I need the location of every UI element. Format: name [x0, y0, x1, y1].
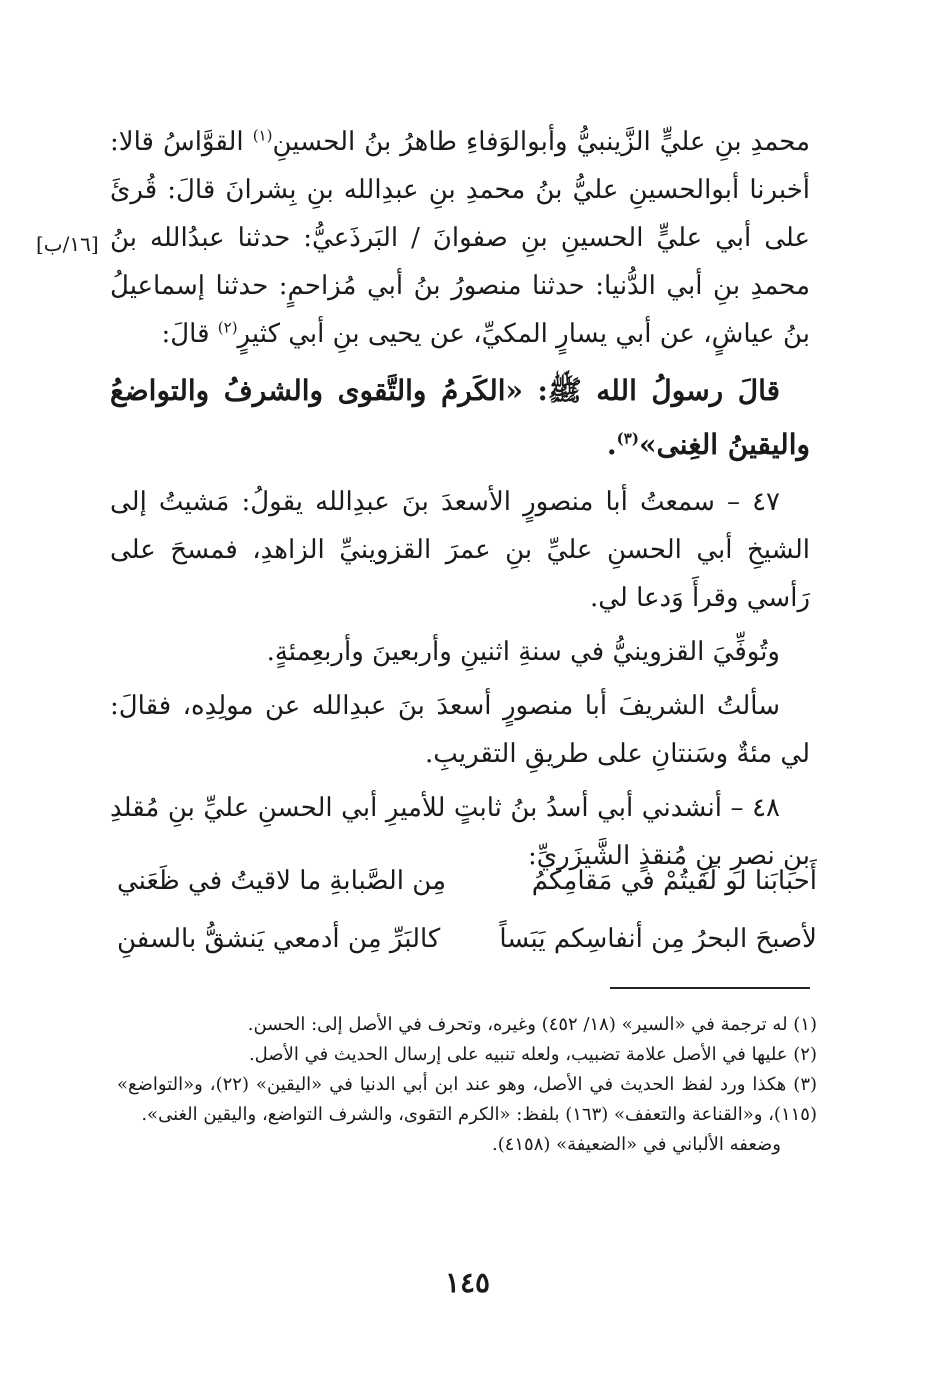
footnote-1: (١) له ترجمة في «السير» (١٨/ ٤٥٢) وغيره، وتحرف في الأصل إلى: الحسن.	[247, 1014, 817, 1035]
poem	[117, 852, 817, 968]
footnote-ref-2: (٢)	[217, 318, 238, 337]
poem-verse	[117, 852, 817, 910]
entry-47-birth-note: سألتُ الشريفَ أبا منصورٍ أسعدَ بنَ عبدِالله عن مولِدِه، فقالَ: لي مئةٌ وسَنتانِ على طريقِ التقريبِ.	[110, 691, 810, 769]
entry-48: ٤٨ – أنشدني أبي أسدُ بنُ ثابتٍ للأميرِ أبي الحسنِ عليِّ بنِ مُقلدِ بنِ نصرِ بنِ مُنقذٍ الشَّيزَريِّ:	[110, 793, 810, 871]
footnote-separator	[610, 987, 810, 989]
main-text	[110, 118, 810, 886]
footnotes	[117, 1010, 817, 1160]
verse-second-hemistich: مِن الصَّبابةِ ما لاقيتُ في ظَعَني	[117, 866, 447, 896]
isnad-paragraph	[110, 118, 810, 358]
hadith-body: قالَ رسولُ الله ﷺ: «الكَرمُ والتَّقوى والشرفُ والتواضعُ واليقينُ الغِنى»	[110, 374, 810, 461]
entry-47: ٤٧ – سمعتُ أبا منصورٍ الأسعدَ بنَ عبدِالله يقولُ: مَشيتُ إلى الشيخِ أبي الحسنِ عليِّ بنِ عمرَ القزوينيِّ الزاهدِ، فمسحَ على رَأسي وقرأَ وَدعا لي.	[110, 487, 810, 613]
isnad-text-part3: قالَ:	[161, 319, 218, 349]
hadith-text	[110, 364, 810, 472]
footnote-ref-1: (١)	[252, 126, 273, 145]
verse-second-hemistich: كالبَرِّ مِن أدمعي يَنشقُّ بالسفنِ	[117, 924, 441, 954]
manuscript-folio-note: [١٦/ب]	[36, 232, 99, 256]
isnad-text-part2: القوَّاسُ قالا: أخبرنا أبوالحسينِ عليُّ بنُ محمدِ بنِ عبدِالله بنِ بِشرانَ قالَ: قُرئَ على أبي عليٍّ الحسينِ بنِ صفوانَ / البَرذَعيُّ: حدثنا عبدُالله بنُ محمدِ بنِ أبي الدُّنيا: حدثنا منصورُ بنُ أبي مُزاحمٍ: حدثنا إسماعيلُ بنُ عياشٍ، عن أبي يسارٍ المكيِّ، عن يحيى بنِ أبي كثيرٍ	[110, 127, 810, 349]
footnote-2: (٢) عليها في الأصل علامة تضبيب، ولعله تنبيه على إرسال الحديث في الأصل.	[248, 1044, 817, 1065]
verse-first-hemistich: أَحبابَنا لو لَقيتُمْ في مَقامِكمُ	[531, 866, 817, 896]
poem-verse	[117, 910, 817, 968]
page-number: ١٤٥	[444, 1266, 491, 1299]
footnote-ref-3: (٣)	[616, 429, 639, 448]
isnad-text-part1: محمدِ بنِ عليٍّ الزَّينبيُّ وأبوالوَفاءِ طاهرُ بنُ الحسينِ	[272, 127, 810, 157]
footnote-3-continuation: وضعفه الألباني في «الضعيفة» (٤١٥٨).	[491, 1134, 781, 1155]
verse-first-hemistich: لأصبحَ البحرُ مِن أنفاسِكم يَبَساً	[499, 924, 817, 954]
hadith-end: .	[606, 428, 617, 461]
entry-47-death-note: وتُوفِّيَ القزوينيُّ في سنةِ اثنينِ وأربعينَ وأربعِمئةٍ.	[266, 637, 780, 667]
footnote-3: (٣) هكذا ورد لفظ الحديث في الأصل، وهو عند ابن أبي الدنيا في «اليقين» (٢٢)، و«التواضع» (١١٥)، و«القناعة والتعفف» (١٦٣) بلفظ: «الكرم التقوى، والشرف التواضع، واليقين الغنى».	[117, 1074, 818, 1125]
